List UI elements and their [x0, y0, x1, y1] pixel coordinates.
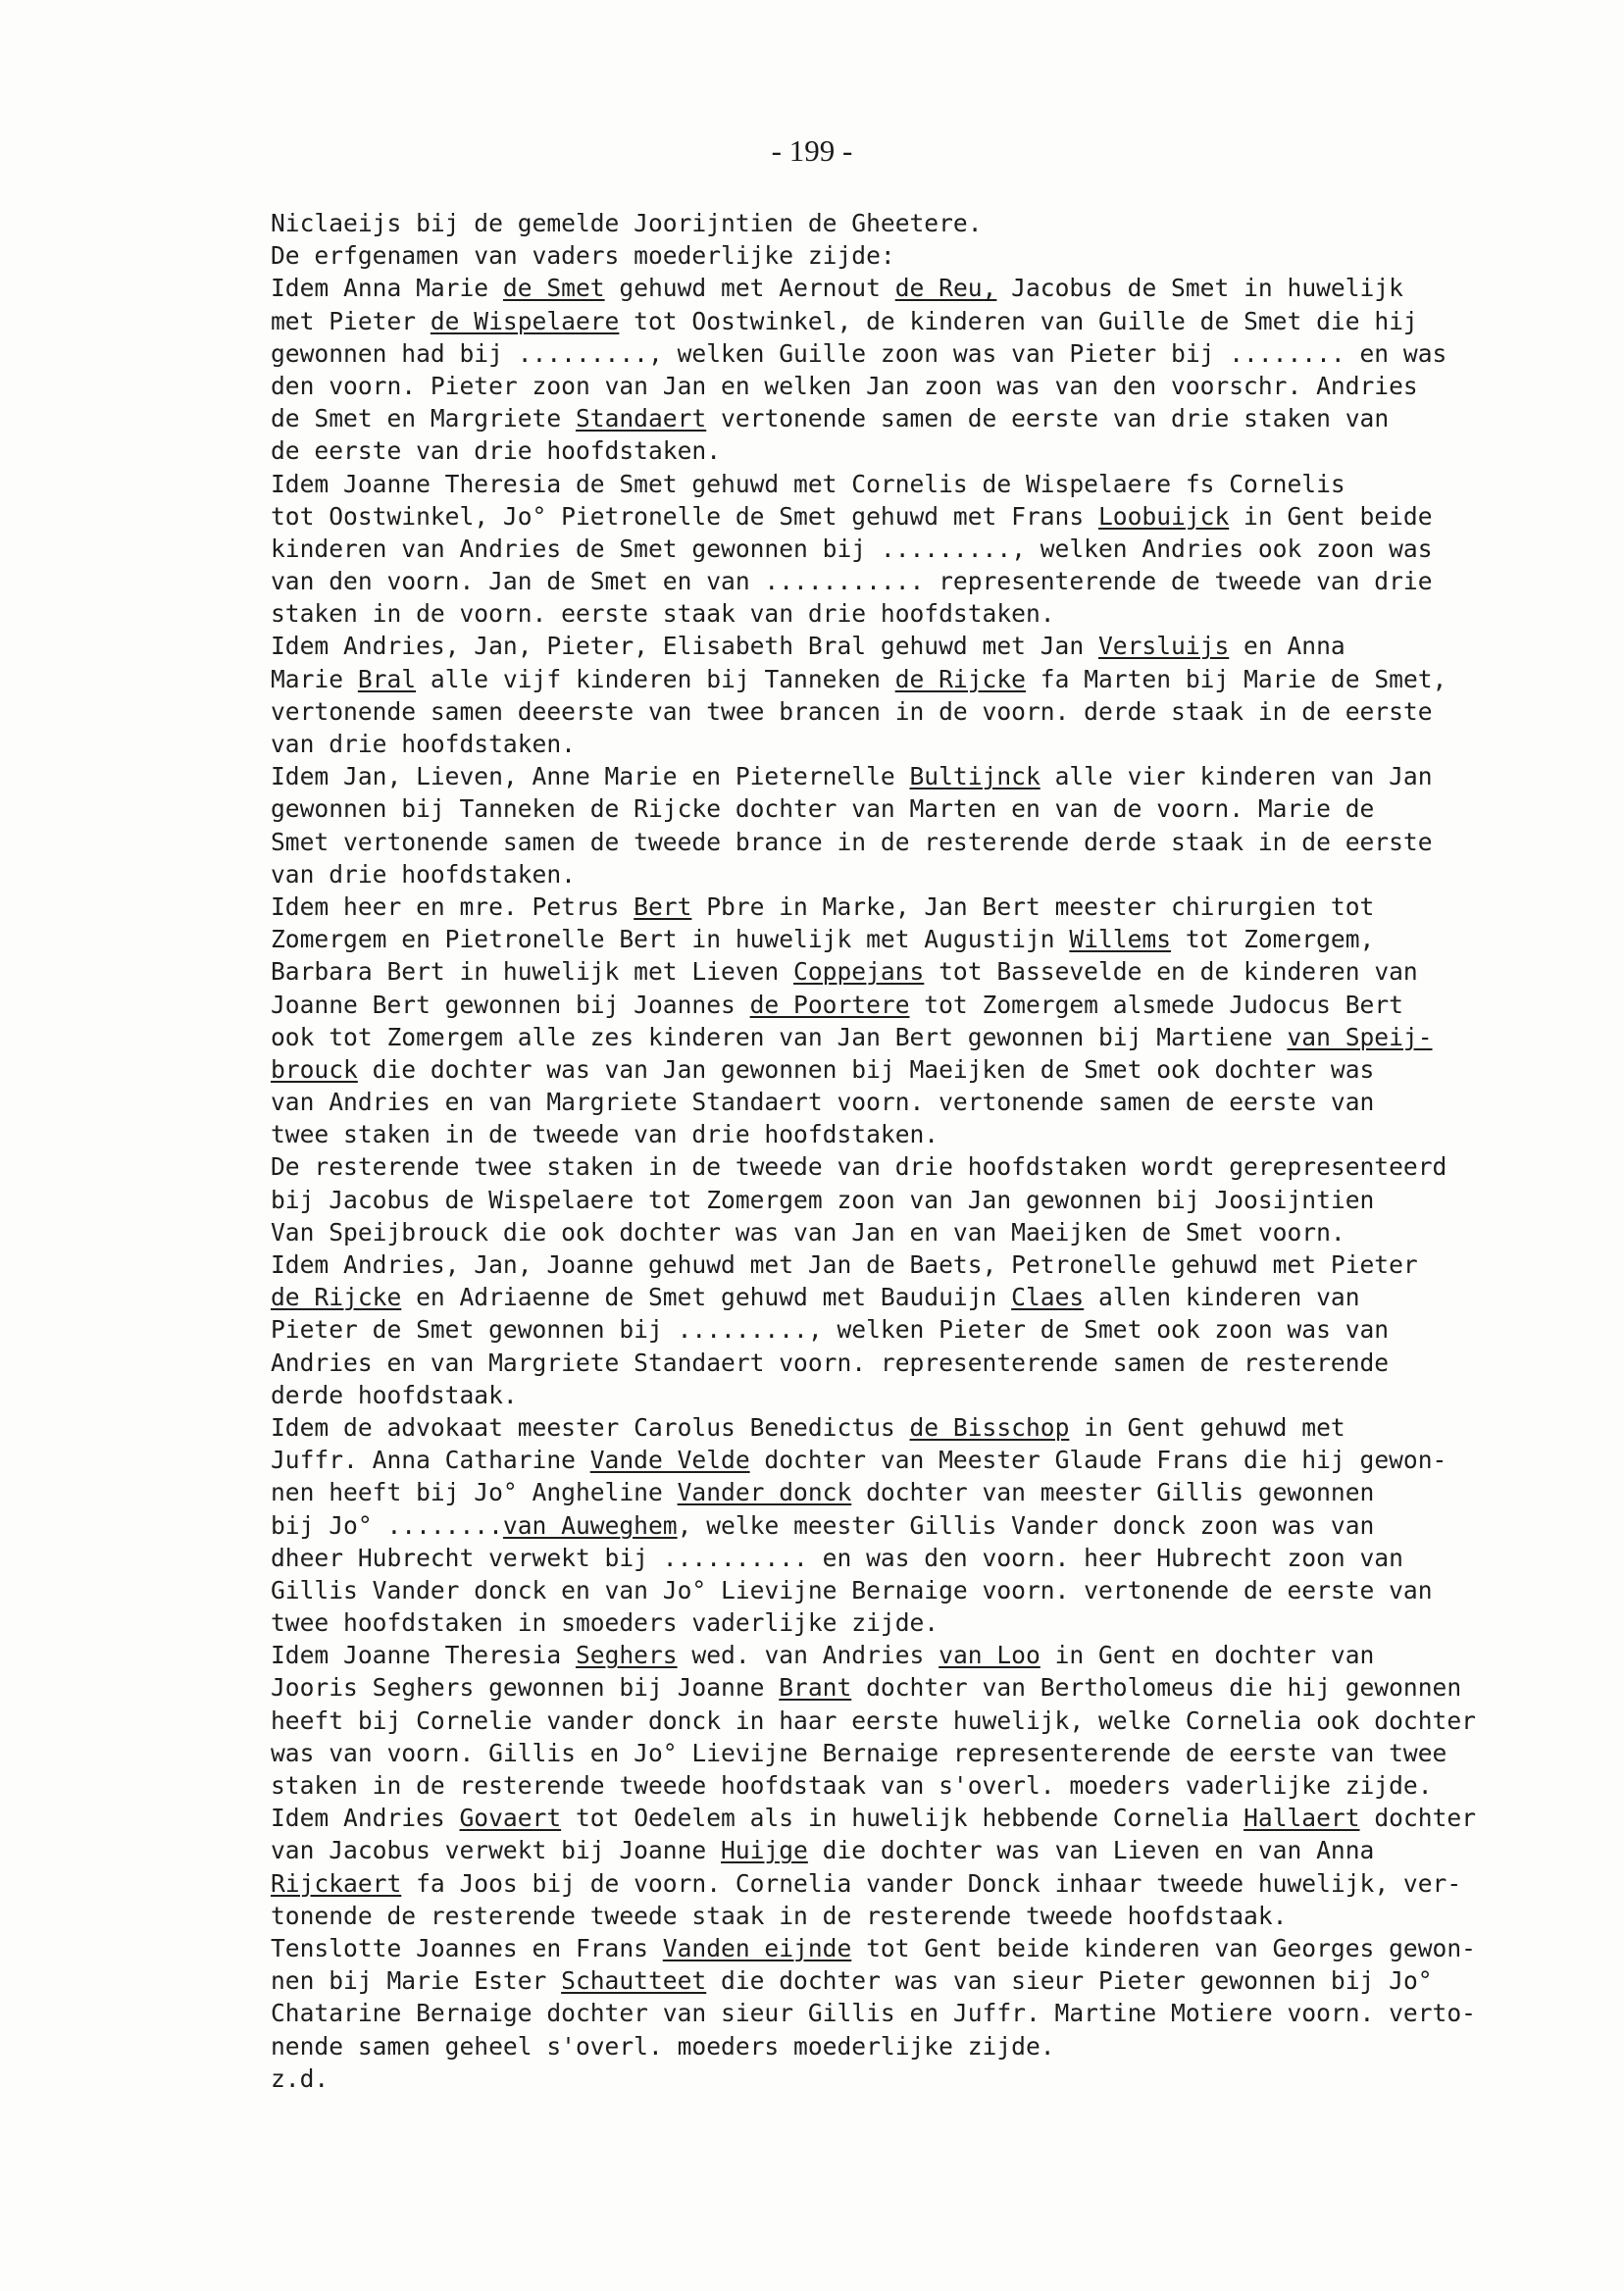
- underlined-name: Govaert: [459, 1804, 562, 1833]
- underlined-name: de Bisschop: [909, 1412, 1070, 1442]
- text-segment: van den voorn. Jan de Smet en van ........... representerende de tweede van drie: [271, 567, 1433, 596]
- underlined-name: van Speij-: [1287, 1022, 1433, 1051]
- text-line: [271, 468, 1575, 500]
- text-segment: tot Gent beide kinderen van Georges gewon-: [851, 1933, 1476, 1962]
- text-line: [271, 728, 1575, 760]
- text-segment: den voorn. Pieter zoon van Jan en welken Jan zoon was van den voorschr. Andries: [271, 371, 1418, 400]
- text-segment: Pbre in Marke, Jan Bert meester chirurgien tot: [691, 891, 1375, 921]
- text-segment: tot Zomergem,: [1171, 925, 1375, 954]
- text-line: [271, 2030, 1575, 2062]
- text-line: [271, 826, 1575, 858]
- text-line: [271, 1834, 1575, 1866]
- text-line: [271, 1150, 1575, 1183]
- text-segment: gewonnen bij Tanneken de Rijcke dochter van Marten en van de voorn. Marie de: [271, 794, 1375, 824]
- text-line: [271, 858, 1575, 891]
- text-segment: Idem heer en mre. Petrus: [271, 891, 634, 921]
- underlined-name: Loobuijck: [1097, 501, 1230, 531]
- text-line: [271, 1021, 1575, 1053]
- text-segment: Gillis Vander donck en van Jo° Lievijne Bernaige voorn. vertonende de eerste van: [271, 1575, 1433, 1604]
- text-segment: tot Oostwinkel, Jo° Pietronelle de Smet gehuwd met Frans: [271, 501, 1098, 531]
- text-segment: in Gent en dochter van: [1040, 1641, 1375, 1670]
- text-line: [271, 337, 1575, 370]
- text-line: [271, 370, 1575, 402]
- text-segment: Joanne Bert gewonnen bij Joannes: [271, 990, 750, 1019]
- text-segment: Marie: [271, 664, 358, 693]
- text-segment: Andries en van Margriete Standaert voorn. representerende samen de resterende: [271, 1348, 1390, 1377]
- text-line: [271, 1769, 1575, 1802]
- text-line: [271, 1900, 1575, 1932]
- text-segment: dochter van meester Gillis gewonnen: [851, 1478, 1375, 1507]
- text-line: [271, 1997, 1575, 2029]
- underlined-name: de Rijcke: [894, 664, 1026, 693]
- text-segment: dochter: [1359, 1804, 1477, 1833]
- text-line: [271, 1411, 1575, 1444]
- text-line: [271, 1509, 1575, 1542]
- underlined-name: de Poortere: [749, 990, 910, 1019]
- text-segment: Tenslotte Joannes en Frans: [271, 1933, 663, 1962]
- text-segment: gehuwd met Aernout: [604, 274, 895, 303]
- text-segment: van Jacobus verwekt bij Joanne: [271, 1836, 722, 1865]
- text-segment: die dochter was van Jan gewonnen bij Maeijken de Smet ook dochter was: [357, 1054, 1375, 1084]
- text-segment: Barbara Bert in huwelijk met Lieven: [271, 957, 794, 987]
- text-line: [271, 663, 1575, 695]
- text-line: [271, 1867, 1575, 1900]
- body-text: [271, 207, 1575, 2095]
- underlined-name: de Smet: [502, 274, 605, 303]
- text-segment: nen heeft bij Jo° Angheline: [271, 1478, 678, 1507]
- text-line: [271, 1542, 1575, 1574]
- text-segment: vertonende samen de eerste van drie staken van: [706, 404, 1390, 433]
- text-line: [271, 434, 1575, 467]
- text-segment: De resterende twee staken in de tweede van drie hoofdstaken wordt gerepresenteerd: [271, 1152, 1447, 1182]
- underlined-name: van Loo: [939, 1641, 1040, 1670]
- text-line: [271, 1705, 1575, 1737]
- text-segment: gewonnen had bij ........., welken Guille zoon was van Pieter bij ........ en was: [271, 338, 1447, 368]
- text-segment: en Adriaenne de Smet gehuwd met Bauduijn: [401, 1283, 1012, 1312]
- text-segment: van drie hoofdstaken.: [271, 859, 576, 889]
- text-segment: Juffr. Anna Catharine: [271, 1446, 590, 1475]
- text-line: [271, 305, 1575, 337]
- text-segment: alle vijf kinderen bij Tanneken: [416, 664, 895, 693]
- text-segment: de Smet en Margriete: [271, 404, 576, 433]
- text-segment: , welke meester Gillis Vander donck zoon was van: [677, 1510, 1375, 1540]
- text-segment: Chatarine Bernaige dochter van sieur Gillis en Juffr. Martine Motiere voorn. verto-: [271, 1999, 1476, 2028]
- text-segment: Idem Joanne Theresia: [271, 1641, 576, 1670]
- text-line: [271, 207, 1575, 239]
- text-segment: Idem Anna Marie: [271, 274, 503, 303]
- text-segment: Jooris Seghers gewonnen bij Joanne: [271, 1673, 780, 1703]
- underlined-name: Vande Velde: [589, 1446, 750, 1475]
- text-segment: heeft bij Cornelie vander donck in haar eerste huwelijk, welke Cornelia ook dochter: [271, 1706, 1476, 1735]
- text-line: [271, 760, 1575, 792]
- text-segment: was van voorn. Gillis en Jo° Lievijne Bernaige representerende de eerste van twee: [271, 1738, 1447, 1767]
- text-line: [271, 1248, 1575, 1281]
- text-segment: dheer Hubrecht verwekt bij .......... en was den voorn. heer Hubrecht zoon van: [271, 1543, 1403, 1572]
- page-number: - 199 -: [771, 133, 853, 168]
- text-line: [271, 1639, 1575, 1671]
- text-line: [271, 1932, 1575, 1964]
- text-line: [271, 989, 1575, 1021]
- text-line: [271, 239, 1575, 272]
- text-segment: Idem Jan, Lieven, Anne Marie en Pieternelle: [271, 762, 910, 791]
- text-line: [271, 1053, 1575, 1086]
- text-segment: staken in de voorn. eerste staak van drie hoofdstaken.: [271, 599, 1055, 629]
- text-segment: Zomergem en Pietronelle Bert in huwelijk met Augustijn: [271, 925, 1070, 954]
- underlined-name: Seghers: [575, 1641, 678, 1670]
- underlined-name: de Rijcke: [271, 1283, 402, 1312]
- text-line: [271, 923, 1575, 955]
- text-line: [271, 565, 1575, 597]
- text-segment: kinderen van Andries de Smet gewonnen bij ........., welken Andries ook zoon was: [271, 534, 1433, 563]
- text-segment: De erfgenamen van vaders moederlijke zijde:: [271, 241, 895, 271]
- text-line: [271, 1086, 1575, 1118]
- text-segment: z.d.: [271, 2063, 330, 2093]
- text-segment: alle vier kinderen van Jan: [1040, 762, 1433, 791]
- text-line: [271, 1347, 1575, 1379]
- underlined-name: Vander donck: [677, 1478, 852, 1507]
- text-line: [271, 1184, 1575, 1216]
- underlined-name: Claes: [1011, 1283, 1085, 1312]
- underlined-name: brouck: [271, 1054, 358, 1084]
- underlined-name: van Auweghem: [502, 1510, 678, 1540]
- text-line: [271, 630, 1575, 662]
- text-line: [271, 402, 1575, 434]
- text-line: [271, 1216, 1575, 1248]
- text-segment: in Gent beide: [1229, 501, 1433, 531]
- text-line: [271, 1671, 1575, 1704]
- text-segment: tot Oedelem als in huwelijk hebbende Cornelia: [561, 1804, 1244, 1833]
- underlined-name: Versluijs: [1097, 632, 1230, 661]
- text-segment: Van Speijbrouck die ook dochter was van Jan en van Maeijken de Smet voorn.: [271, 1217, 1345, 1247]
- text-segment: die dochter was van sieur Pieter gewonnen bij Jo°: [706, 1966, 1433, 1996]
- text-line: [271, 695, 1575, 728]
- underlined-name: Hallaert: [1243, 1804, 1360, 1833]
- text-segment: tot Oostwinkel, de kinderen van Guille de Smet die hij: [619, 306, 1418, 335]
- text-line: [271, 1444, 1575, 1476]
- text-segment: Niclaeijs bij de gemelde Joorijntien de Gheetere.: [271, 209, 983, 237]
- text-line: [271, 1118, 1575, 1150]
- text-segment: Idem Joanne Theresia de Smet gehuwd met Cornelis de Wispelaere fs Cornelis: [271, 469, 1345, 498]
- text-line: [271, 891, 1575, 923]
- text-segment: nende samen geheel s'overl. moeders moederlijke zijde.: [271, 2031, 1055, 2061]
- text-segment: tot Zomergem alsmede Judocus Bert: [909, 990, 1403, 1019]
- underlined-name: Bultijnck: [909, 762, 1040, 791]
- text-segment: Jacobus de Smet in huwelijk: [996, 274, 1403, 303]
- text-line: [271, 1313, 1575, 1346]
- underlined-name: Bral: [357, 664, 417, 693]
- text-segment: Smet vertonende samen de tweede brance in de resterende derde staak in de eerste: [271, 827, 1433, 856]
- underlined-name: Schautteet: [561, 1966, 707, 1996]
- text-segment: wed. van Andries: [677, 1641, 939, 1670]
- text-line: [271, 1964, 1575, 1997]
- text-segment: bij Jo° ........: [271, 1510, 503, 1540]
- text-line: [271, 1476, 1575, 1508]
- text-line: [271, 533, 1575, 565]
- text-segment: derde hoofdstaak.: [271, 1380, 518, 1409]
- underlined-name: Standaert: [575, 404, 707, 433]
- text-line: [271, 792, 1575, 825]
- text-segment: Idem Andries, Jan, Pieter, Elisabeth Bral gehuwd met Jan: [271, 632, 1098, 661]
- text-segment: de eerste van drie hoofdstaken.: [271, 436, 722, 466]
- underlined-name: Willems: [1069, 925, 1172, 954]
- underlined-name: Coppejans: [793, 957, 925, 987]
- text-segment: in Gent gehuwd met: [1069, 1412, 1345, 1442]
- text-segment: nen bij Marie Ester: [271, 1966, 562, 1996]
- text-segment: Idem Andries: [271, 1804, 460, 1833]
- text-segment: van drie hoofdstaken.: [271, 730, 576, 758]
- text-segment: twee hoofdstaken in smoeders vaderlijke zijde.: [271, 1608, 939, 1638]
- underlined-name: Bert: [634, 891, 692, 921]
- text-segment: fa Joos bij de voorn. Cornelia vander Donck inhaar tweede huwelijk, ver-: [401, 1868, 1462, 1898]
- text-line: [271, 597, 1575, 630]
- text-segment: fa Marten bij Marie de Smet,: [1025, 664, 1447, 693]
- text-segment: dochter van Bertholomeus die hij gewonnen: [851, 1673, 1462, 1703]
- underlined-name: Vanden eijnde: [662, 1933, 852, 1962]
- underlined-name: Rijckaert: [271, 1868, 402, 1898]
- text-line: [271, 1379, 1575, 1411]
- text-segment: bij Jacobus de Wispelaere tot Zomergem zoon van Jan gewonnen bij Joosijntien: [271, 1185, 1375, 1214]
- text-line: [271, 500, 1575, 533]
- underlined-name: de Wispelaere: [430, 306, 620, 335]
- underlined-name: de Reu,: [894, 274, 997, 303]
- text-segment: Idem Andries, Jan, Joanne gehuwd met Jan de Baets, Petronelle gehuwd met Pieter: [271, 1250, 1418, 1279]
- text-line: [271, 1737, 1575, 1769]
- text-line: [271, 1802, 1575, 1834]
- text-line: [271, 2062, 1575, 2095]
- text-line: [271, 955, 1575, 988]
- text-segment: dochter van Meester Glaude Frans die hij gewon-: [749, 1446, 1447, 1475]
- text-line: [271, 1281, 1575, 1313]
- text-segment: ook tot Zomergem alle zes kinderen van Jan Bert gewonnen bij Martiene: [271, 1022, 1288, 1051]
- underlined-name: Huijge: [721, 1836, 808, 1865]
- text-segment: Idem de advokaat meester Carolus Benedictus: [271, 1412, 910, 1442]
- text-segment: met Pieter: [271, 306, 431, 335]
- text-segment: van Andries en van Margriete Standaert voorn. vertonende samen de eerste van: [271, 1088, 1375, 1117]
- text-segment: Pieter de Smet gewonnen bij ........., welken Pieter de Smet ook zoon was van: [271, 1315, 1390, 1345]
- text-segment: allen kinderen van: [1084, 1283, 1360, 1312]
- text-line: [271, 1606, 1575, 1639]
- text-segment: vertonende samen deeerste van twee brancen in de voorn. derde staak in de eerste: [271, 696, 1433, 726]
- text-segment: staken in de resterende tweede hoofdstaak van s'overl. moeders vaderlijke zijde.: [271, 1771, 1433, 1800]
- text-segment: twee staken in de tweede van drie hoofdstaken.: [271, 1120, 939, 1149]
- text-line: [271, 272, 1575, 304]
- text-segment: tot Bassevelde en de kinderen van: [924, 957, 1418, 987]
- text-line: [271, 1574, 1575, 1606]
- underlined-name: Brant: [779, 1673, 852, 1703]
- text-segment: die dochter was van Lieven en van Anna: [807, 1836, 1375, 1865]
- text-segment: tonende de resterende tweede staak in de resterende tweede hoofdstaak.: [271, 1901, 1288, 1930]
- text-segment: en Anna: [1229, 632, 1345, 661]
